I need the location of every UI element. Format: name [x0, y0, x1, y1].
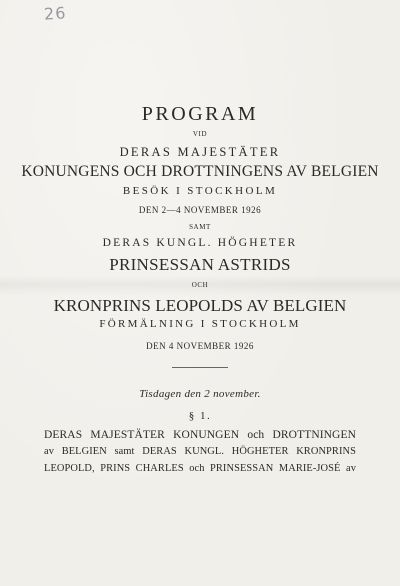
body-line: av BELGIEN samt DERAS KUNGL. HÖGHETER KRONPRINS [44, 446, 356, 457]
heading-besok: BESÖK I STOCKHOLM [122, 185, 278, 197]
connector-och: OCH [191, 281, 209, 289]
heading-formalning: FÖRMÄLNING I STOCKHOLM [99, 318, 301, 330]
paragraph-number: § 1. [188, 410, 212, 422]
pencil-page-number: 26 [43, 3, 67, 24]
body-line: LEOPOLD, PRINS CHARLES och PRINSESSAN MARIE-JOSÉ av [44, 463, 356, 474]
document-title: PROGRAM [141, 103, 259, 125]
body-line: DERAS MAJESTÄTER KONUNGEN och DROTTNINGEN [44, 429, 356, 441]
connector-samt: SAMT [189, 223, 211, 231]
date-range: DEN 2—4 NOVEMBER 1926 [138, 205, 262, 215]
divider-rule [172, 367, 228, 368]
heading-konungens: KONUNGENS OCH DROTTNINGENS AV BELGIEN [21, 163, 379, 180]
heading-deras-majestater: DERAS MAJESTÄTER [119, 145, 281, 159]
date-single: DEN 4 NOVEMBER 1926 [146, 341, 254, 351]
heading-prinsessan: PRINSESSAN ASTRIDS [109, 255, 291, 274]
heading-deras-kungl: DERAS KUNGL. HÖGHETER [102, 237, 298, 249]
heading-kronprins: KRONPRINS LEOPOLDS AV BELGIEN [53, 296, 347, 315]
connector-vid: VID [192, 130, 208, 138]
day-heading: Tisdagen den 2 november. [139, 388, 261, 400]
